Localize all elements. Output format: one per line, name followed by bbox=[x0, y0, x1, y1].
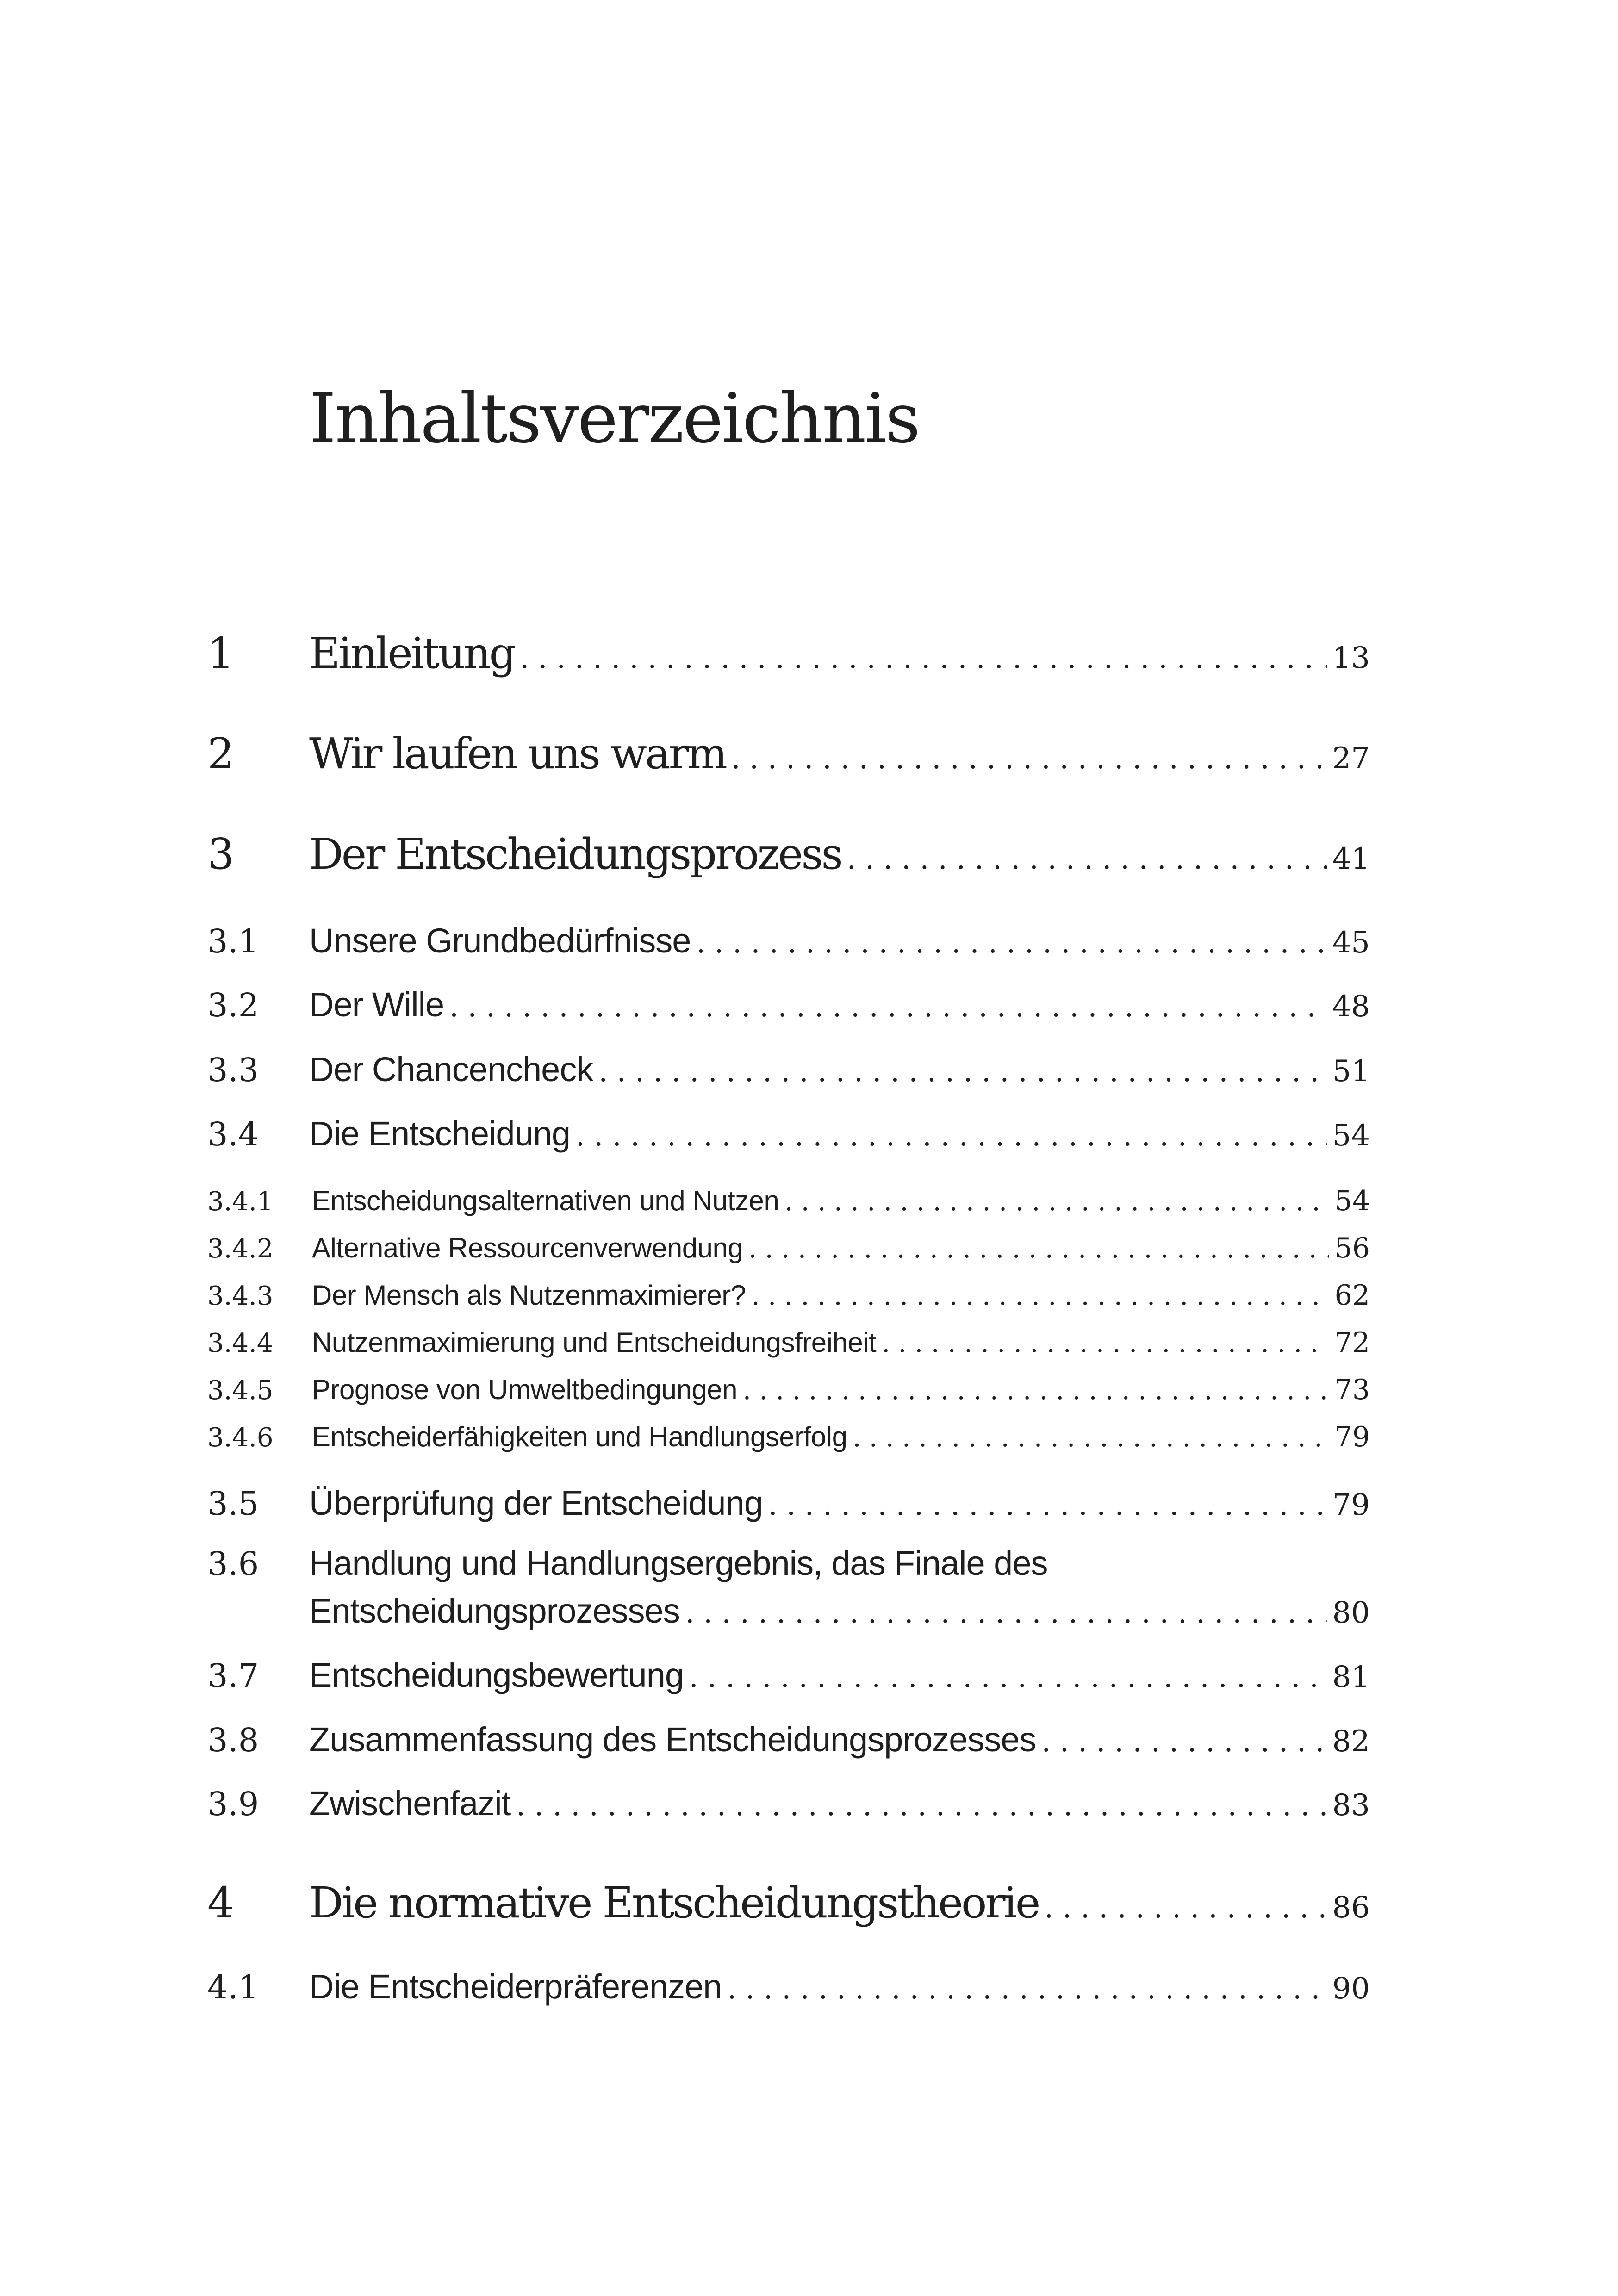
toc-entry-title-continued: Entscheidungsprozesses bbox=[309, 1592, 680, 1630]
toc-entry-title: Entscheidungsalternativen und Nutzen bbox=[312, 1185, 779, 1216]
toc-entry-title: Handlung und Handlungsergebnis, das Finale des bbox=[309, 1544, 1048, 1582]
dot-leader bbox=[752, 1281, 1329, 1311]
toc-entry-chapter-2 bbox=[207, 729, 1370, 778]
toc-entry-number: 3 bbox=[207, 829, 235, 879]
toc-entry-number: 3.4.1 bbox=[207, 1187, 274, 1217]
toc-entry-section-3-1 bbox=[207, 921, 1370, 960]
toc-entry-subsection-3-4-1 bbox=[207, 1185, 1370, 1217]
toc-entry-number: 3.4.2 bbox=[207, 1234, 274, 1264]
toc-entry-page: 90 bbox=[1332, 1972, 1370, 2006]
dot-leader bbox=[449, 989, 1326, 1023]
toc-entry-page: 51 bbox=[1332, 1054, 1370, 1089]
dot-leader bbox=[768, 1488, 1327, 1522]
toc-entry-title: Die normative Entscheidungstheorie bbox=[309, 1878, 1039, 1928]
dot-leader bbox=[882, 1328, 1329, 1358]
toc-entry-title: Unsere Grundbedürfnisse bbox=[309, 921, 691, 960]
toc-entry-page: 81 bbox=[1332, 1660, 1370, 1694]
dot-leader bbox=[685, 1596, 1327, 1630]
dot-leader bbox=[743, 1375, 1329, 1406]
dot-leader bbox=[696, 926, 1326, 959]
toc-entry-section-3-9 bbox=[207, 1784, 1370, 1823]
toc-entry-number: 3.4.6 bbox=[207, 1423, 274, 1453]
toc-entry-section-3-3 bbox=[207, 1050, 1370, 1089]
dot-leader bbox=[1041, 1724, 1326, 1758]
toc-entry-subsection-3-4-3 bbox=[207, 1279, 1370, 1312]
table-of-contents bbox=[207, 0, 1370, 2296]
toc-entry-page: 72 bbox=[1334, 1326, 1370, 1359]
toc-entry-page: 73 bbox=[1334, 1374, 1370, 1406]
toc-entry-page: 45 bbox=[1332, 926, 1370, 960]
toc-entry-page: 62 bbox=[1334, 1279, 1370, 1312]
toc-entry-number: 4.1 bbox=[207, 1968, 259, 2006]
toc-entry-page: 80 bbox=[1332, 1596, 1370, 1630]
toc-entry-page: 54 bbox=[1334, 1185, 1370, 1217]
dot-leader bbox=[853, 1423, 1329, 1453]
toc-entry-title: Die Entscheidung bbox=[309, 1114, 571, 1153]
dot-leader bbox=[847, 842, 1327, 876]
toc-entry-title: Der Chancencheck bbox=[309, 1050, 593, 1089]
toc-entry-number: 2 bbox=[207, 729, 235, 778]
toc-entry-section-3-6-line2 bbox=[207, 1591, 1370, 1630]
toc-entry-section-4-1 bbox=[207, 1967, 1370, 2006]
toc-entry-subsection-3-4-5 bbox=[207, 1374, 1370, 1406]
toc-entry-section-3-8 bbox=[207, 1720, 1370, 1759]
toc-entry-page: 83 bbox=[1332, 1788, 1370, 1823]
toc-entry-chapter-1 bbox=[207, 628, 1370, 678]
toc-entry-section-3-7 bbox=[207, 1655, 1370, 1695]
dot-leader bbox=[748, 1234, 1329, 1264]
toc-entry-title: Prognose von Umweltbedingungen bbox=[312, 1374, 737, 1405]
toc-entry-page: 82 bbox=[1332, 1724, 1370, 1759]
toc-entry-page: 79 bbox=[1334, 1421, 1370, 1453]
toc-entry-section-3-2 bbox=[207, 985, 1370, 1024]
toc-entry-section-3-6-line1 bbox=[207, 1543, 1370, 1583]
toc-entry-number: 3.9 bbox=[207, 1785, 259, 1823]
toc-entry-number: 3.3 bbox=[207, 1051, 259, 1089]
toc-entry-title: Alternative Ressourcenverwendung bbox=[312, 1232, 743, 1263]
toc-entry-number: 3.8 bbox=[207, 1721, 259, 1759]
toc-entry-subsection-3-4-4 bbox=[207, 1326, 1370, 1359]
dot-leader bbox=[598, 1054, 1326, 1088]
toc-entry-page: 48 bbox=[1332, 989, 1370, 1024]
dot-leader bbox=[520, 641, 1327, 675]
toc-entry-subsection-3-4-2 bbox=[207, 1232, 1370, 1264]
dot-leader bbox=[576, 1119, 1327, 1152]
toc-entry-title: Der Entscheidungsprozess bbox=[309, 829, 841, 879]
toc-entry-number: 3.4.4 bbox=[207, 1328, 274, 1358]
dot-leader bbox=[731, 741, 1327, 775]
toc-entry-page: 27 bbox=[1332, 741, 1370, 776]
toc-entry-section-3-5 bbox=[207, 1483, 1370, 1523]
toc-entry-chapter-4 bbox=[207, 1878, 1370, 1928]
toc-entry-title: Überprüfung der Entscheidung bbox=[309, 1484, 763, 1522]
toc-entry-number: 4 bbox=[207, 1878, 235, 1928]
toc-entry-page: 41 bbox=[1332, 842, 1370, 876]
toc-entry-title: Die Entscheiderpräferenzen bbox=[309, 1967, 722, 2006]
toc-entry-section-3-4 bbox=[207, 1114, 1370, 1153]
toc-entry-page: 86 bbox=[1332, 1891, 1370, 1925]
toc-entry-number: 3.6 bbox=[207, 1545, 259, 1583]
dot-leader bbox=[1044, 1891, 1326, 1924]
toc-entry-title: Der Wille bbox=[309, 985, 444, 1024]
toc-entry-chapter-3 bbox=[207, 829, 1370, 879]
toc-entry-number: 3.5 bbox=[207, 1485, 259, 1523]
toc-entry-number: 1 bbox=[207, 628, 235, 678]
toc-entry-title: Einleitung bbox=[309, 628, 515, 678]
page-title: Inhaltsverzeichnis bbox=[309, 379, 919, 458]
toc-entry-page: 79 bbox=[1332, 1488, 1370, 1522]
toc-entry-number: 3.4.3 bbox=[207, 1281, 274, 1311]
toc-entry-page: 54 bbox=[1332, 1119, 1370, 1153]
toc-entry-number: 3.2 bbox=[207, 986, 259, 1024]
toc-entry-title: Nutzenmaximierung und Entscheidungsfreiheit bbox=[312, 1327, 877, 1358]
toc-entry-title: Der Mensch als Nutzenmaximierer? bbox=[312, 1280, 746, 1311]
dot-leader bbox=[516, 1788, 1326, 1822]
dot-leader bbox=[689, 1660, 1327, 1694]
toc-entry-title: Entscheiderfähigkeiten und Handlungserfolg bbox=[312, 1421, 847, 1452]
toc-entry-title: Zusammenfassung des Entscheidungsprozesses bbox=[309, 1720, 1036, 1759]
toc-entry-page: 13 bbox=[1332, 641, 1370, 675]
toc-entry-number: 3.4.5 bbox=[207, 1375, 274, 1406]
toc-entry-title: Zwischenfazit bbox=[309, 1784, 511, 1823]
toc-entry-title: Wir laufen uns warm bbox=[309, 729, 726, 778]
toc-entry-page: 56 bbox=[1334, 1232, 1370, 1264]
dot-leader bbox=[784, 1187, 1329, 1217]
toc-entry-number: 3.4 bbox=[207, 1115, 259, 1153]
toc-entry-number: 3.1 bbox=[207, 922, 259, 960]
toc-entry-title: Entscheidungsbewertung bbox=[309, 1656, 684, 1694]
toc-entry-subsection-3-4-6 bbox=[207, 1421, 1370, 1453]
toc-entry-number: 3.7 bbox=[207, 1657, 259, 1695]
dot-leader bbox=[727, 1972, 1326, 2005]
